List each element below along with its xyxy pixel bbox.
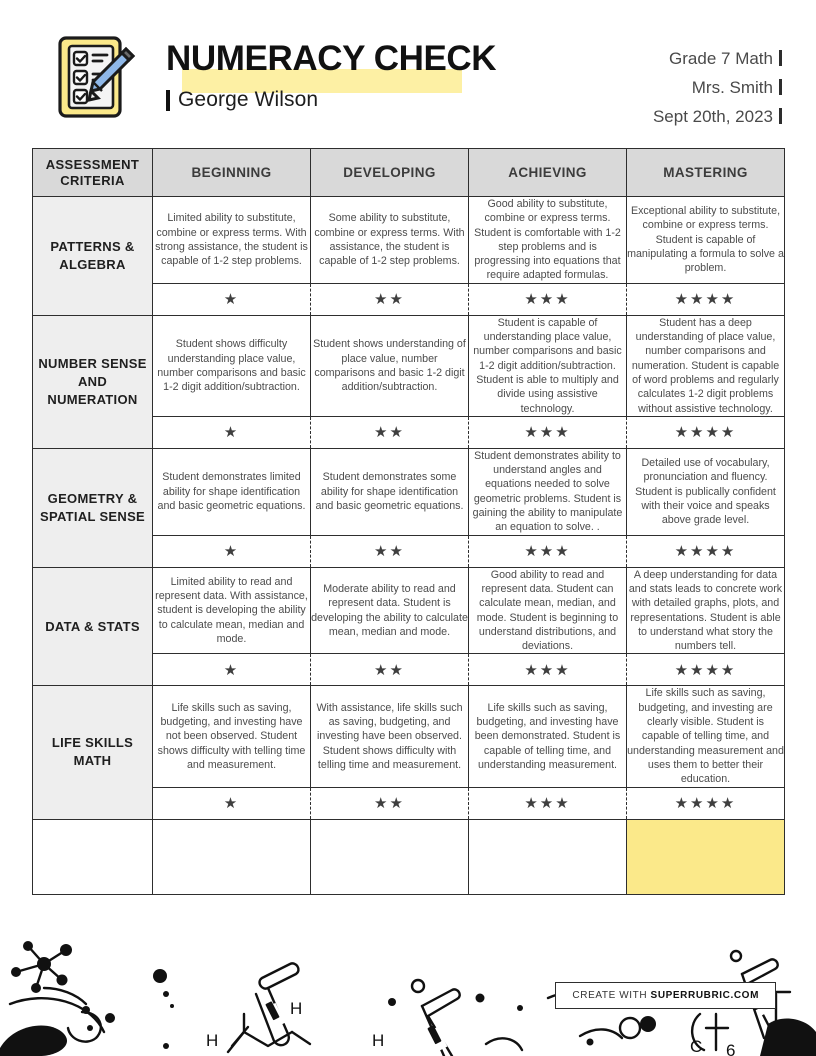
star-rating-2[interactable]: ★★ xyxy=(311,535,469,567)
star-rating-4[interactable]: ★★★★ xyxy=(627,787,785,819)
clipboard-checklist-pencil-icon xyxy=(52,32,140,124)
descriptor-cell[interactable]: Student is capable of understanding place value, number comparisons and basic 1-2 digit addition/subtraction. Student is able to multiply and divide using assistive technology. xyxy=(469,315,627,416)
descriptor-cell[interactable]: Limited ability to read and represent data. With assistance, student is developing the ability to calculate mean, median and mode. xyxy=(153,567,311,654)
criteria-header-line2: CRITERIA xyxy=(60,172,125,188)
student-name: George Wilson xyxy=(178,88,319,111)
meta-teacher-text: Mrs. Smith xyxy=(691,78,773,97)
criteria-header-line1: ASSESSMENT xyxy=(45,156,140,172)
blank-cell[interactable] xyxy=(153,819,311,894)
criteria-label: GEOMETRY & SPATIAL SENSE xyxy=(33,448,153,567)
descriptor-cell[interactable]: Student demonstrates ability to understand angles and equations needed to solve geometric problems. Student is gaining the ability to manipulate an equation to solve. . xyxy=(469,448,627,535)
create-with-badge[interactable] xyxy=(555,982,776,1009)
column-header-achieving: ACHIEVING xyxy=(469,149,627,197)
meta-bar-icon xyxy=(779,108,782,124)
star-rating-3[interactable]: ★★★ xyxy=(469,654,627,686)
column-header-criteria xyxy=(33,149,153,197)
page-header xyxy=(0,0,816,148)
star-rating-1[interactable]: ★ xyxy=(153,283,311,315)
svg-text:H: H xyxy=(290,999,303,1018)
star-rating-3[interactable]: ★★★ xyxy=(469,416,627,448)
blank-cell[interactable] xyxy=(469,819,627,894)
page-title: NUMERACY CHECK xyxy=(166,39,497,78)
star-rating-4[interactable]: ★★★★ xyxy=(627,654,785,686)
star-rating-1[interactable]: ★ xyxy=(153,535,311,567)
title-block xyxy=(166,36,496,112)
svg-text:C: C xyxy=(690,1037,703,1056)
star-rating-2[interactable]: ★★ xyxy=(311,416,469,448)
blank-cell-highlighted[interactable] xyxy=(627,819,785,894)
star-rating-1[interactable]: ★ xyxy=(153,416,311,448)
descriptor-cell[interactable]: Student shows difficulty understanding place value, number comparisons and basic 1-2 digit addition/subtraction. xyxy=(153,315,311,416)
descriptor-cell[interactable]: Student has a deep understanding of place value, number comparisons and numeration. Student is capable of word problems and regularly calculates 1-2 digit problems without assistive technology. xyxy=(627,315,785,416)
svg-text:6: 6 xyxy=(726,1041,736,1056)
accent-bar-icon xyxy=(166,90,170,111)
star-rating-2[interactable]: ★★ xyxy=(311,787,469,819)
descriptor-cell[interactable]: Moderate ability to read and represent data. Student is developing the ability to calculate mean, median and mode. xyxy=(311,567,469,654)
column-header-developing: DEVELOPING xyxy=(311,149,469,197)
descriptor-cell[interactable]: Student demonstrates some ability for shape identification and basic geometric equations. xyxy=(311,448,469,535)
descriptor-cell[interactable]: Student shows understanding of place value, number comparisons and basic 1-2 digit addition/subtraction. xyxy=(311,315,469,416)
descriptor-cell[interactable]: Life skills such as saving, budgeting, and investing have not been observed. Student shows difficulty with telling time and measurement. xyxy=(153,686,311,787)
criteria-label: DATA & STATS xyxy=(33,567,153,686)
star-rating-3[interactable]: ★★★ xyxy=(469,787,627,819)
descriptor-cell[interactable]: With assistance, life skills such as saving, budgeting, and investing have been observed. Student shows difficulty with telling time and measurement. xyxy=(311,686,469,787)
star-rating-4[interactable]: ★★★★ xyxy=(627,416,785,448)
table-row xyxy=(33,197,785,284)
descriptor-cell[interactable]: Exceptional ability to substitute, combine or express terms. Student is capable of manipulating a formula to solve a problem. xyxy=(627,197,785,284)
descriptor-cell[interactable]: Detailed use of vocabulary, pronunciation and fluency. Student is publically confident with their voice and speaks above grade level. xyxy=(627,448,785,535)
student-name-row xyxy=(166,88,496,112)
svg-text:H: H xyxy=(206,1031,219,1050)
meta-line-grade xyxy=(653,44,782,73)
star-rating-1[interactable]: ★ xyxy=(153,654,311,686)
star-rating-3[interactable]: ★★★ xyxy=(469,283,627,315)
descriptor-cell[interactable]: A deep understanding for data and stats leads to concrete work with detailed graphs, plots, and representations. Student is able to understand what story the numbers tell. xyxy=(627,567,785,654)
star-rating-2[interactable]: ★★ xyxy=(311,654,469,686)
criteria-label: LIFE SKILLS MATH xyxy=(33,686,153,819)
descriptor-cell[interactable]: Life skills such as saving, budgeting, and investing have been demonstrated. Student is capable of telling time, and understanding measurement. xyxy=(469,686,627,787)
meta-date-text: Sept 20th, 2023 xyxy=(652,107,773,126)
rubric-table xyxy=(32,148,785,895)
blank-cell[interactable] xyxy=(311,819,469,894)
badge-brand: SUPERRUBRIC.COM xyxy=(650,990,759,1001)
column-header-beginning: BEGINNING xyxy=(153,149,311,197)
criteria-label: PATTERNS & ALGEBRA xyxy=(33,197,153,316)
blank-row xyxy=(33,819,785,894)
star-rating-2[interactable]: ★★ xyxy=(311,283,469,315)
meta-bar-icon xyxy=(779,79,782,95)
meta-line-date xyxy=(653,102,782,131)
star-rating-4[interactable]: ★★★★ xyxy=(627,283,785,315)
column-header-mastering: MASTERING xyxy=(627,149,785,197)
badge-prefix: CREATE WITH xyxy=(572,990,651,1001)
table-row xyxy=(33,567,785,654)
star-rating-1[interactable]: ★ xyxy=(153,787,311,819)
star-rating-3[interactable]: ★★★ xyxy=(469,535,627,567)
descriptor-cell[interactable]: Good ability to substitute, combine or express terms. Student is comfortable with 1-2 step problems and is progressing into equations that require adapted formulas. xyxy=(469,197,627,284)
header-meta xyxy=(653,44,782,131)
table-row xyxy=(33,686,785,787)
blank-criteria-cell[interactable] xyxy=(33,819,153,894)
descriptor-cell[interactable]: Some ability to substitute, combine or express terms. With assistance, the student is capable of 1-2 step problems. xyxy=(311,197,469,284)
meta-bar-icon xyxy=(779,50,782,66)
descriptor-cell[interactable]: Life skills such as saving, budgeting, and investing are clearly visible. Student is capable of telling time, and understanding measurement and uses them to better their education. xyxy=(627,687,784,786)
science-doodles-illustration xyxy=(0,928,816,1056)
svg-text:H: H xyxy=(372,1031,385,1050)
descriptor-cell[interactable]: Student demonstrates limited ability for shape identification and basic geometric equations. xyxy=(153,448,311,535)
table-header-row xyxy=(33,149,785,197)
star-rating-4[interactable]: ★★★★ xyxy=(627,535,785,567)
criteria-label: NUMBER SENSE AND NUMERATION xyxy=(33,315,153,448)
descriptor-cell[interactable]: Limited ability to substitute, combine or express terms. With strong assistance, the student is capable of 1-2 step problems. xyxy=(153,197,311,284)
meta-grade-text: Grade 7 Math xyxy=(669,49,773,68)
table-row xyxy=(33,315,785,416)
descriptor-cell[interactable]: Good ability to read and represent data. Student can calculate mean, median, and mode. Student is beginning to understand distributions, and deviations. xyxy=(469,567,627,654)
table-row xyxy=(33,448,785,535)
meta-line-teacher xyxy=(653,73,782,102)
